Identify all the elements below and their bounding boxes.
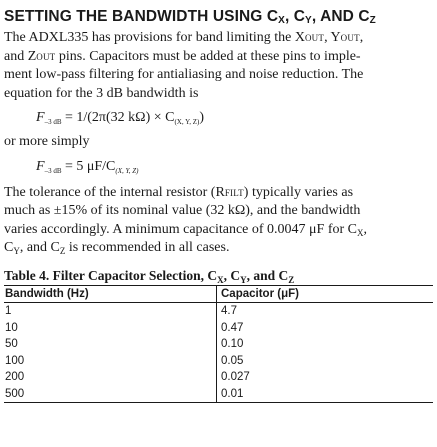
tolerance-paragraph xyxy=(4,184,433,258)
capacitor-cell: 0.01 xyxy=(217,386,434,403)
table-row xyxy=(4,369,433,386)
intro-paragraph xyxy=(4,29,433,103)
table-caption: Table 4. Filter Capacitor Selection, $C_X$, $C_Y$, and $C_Z$ xyxy=(4,267,295,285)
capacitor-table xyxy=(4,285,433,404)
bandwidth-cell: 1 xyxy=(5,305,12,317)
intro-line-4: equation for the 3 dB bandwidth is xyxy=(4,85,199,101)
intro-line-2: and ZOUT pins. Capacitors must be added at these pins to imple- xyxy=(4,48,361,64)
simplified-equation: $F_{-3 dB} = 5$ $\mu F/C_{(X, Y, Z)}$ xyxy=(36,158,139,175)
bandwidth-cell: 200 xyxy=(5,371,25,383)
bandwidth-cell: 100 xyxy=(5,354,25,367)
document-page xyxy=(4,0,433,403)
intro-line-3: ment low-pass filtering for antialiasing and noise reduction. The xyxy=(4,67,364,82)
capacitor-cell: 0.47 xyxy=(217,320,434,337)
tolerance-line-3: varies accordingly. A minimum capacitance of 0.0047 μF for $C_X$, xyxy=(4,221,368,238)
capacitor-cell: 0.05 xyxy=(217,353,434,370)
section-heading: SETTING THE BANDWIDTH USING $C_X$, $C_Y$, AND $C_Z$ xyxy=(4,8,376,26)
table-row xyxy=(4,353,433,370)
bandwidth-cell: 500 xyxy=(5,387,25,400)
or-more-simply-text: or more simply xyxy=(4,134,90,149)
capacitor-cell: 4.7 xyxy=(217,303,434,320)
table-row xyxy=(4,386,433,403)
tolerance-line-4: $C_Y$, and $C_Z$ is recommended in all cases. xyxy=(4,240,230,256)
header-bandwidth: Bandwidth (Hz) xyxy=(5,287,89,300)
intro-line-1: The ADXL335 has provisions for band limiting the XOUT, YOUT, xyxy=(4,30,364,45)
tolerance-line-2: much as ±15% of its nominal value (32 kΩ), and the bandwidth xyxy=(4,203,361,218)
table-row xyxy=(4,303,433,320)
table-row xyxy=(4,320,433,337)
tolerance-line-1: The tolerance of the internal resistor (RFILT) typically varies as xyxy=(4,184,354,200)
capacitor-cell: 0.027 xyxy=(217,369,434,386)
bandwidth-cell: 10 xyxy=(5,321,18,334)
header-capacitor: Capacitor (μF) xyxy=(217,285,434,303)
bandwidth-cell: 50 xyxy=(5,338,18,350)
table-row xyxy=(4,336,433,353)
table-header-row xyxy=(4,285,433,303)
bandwidth-equation: $F_{-3 dB} = 1/(2\pi(32$ $k\Omega) \times C_{(X, Y, Z)}$) xyxy=(36,110,205,126)
capacitor-cell: 0.10 xyxy=(217,336,434,353)
